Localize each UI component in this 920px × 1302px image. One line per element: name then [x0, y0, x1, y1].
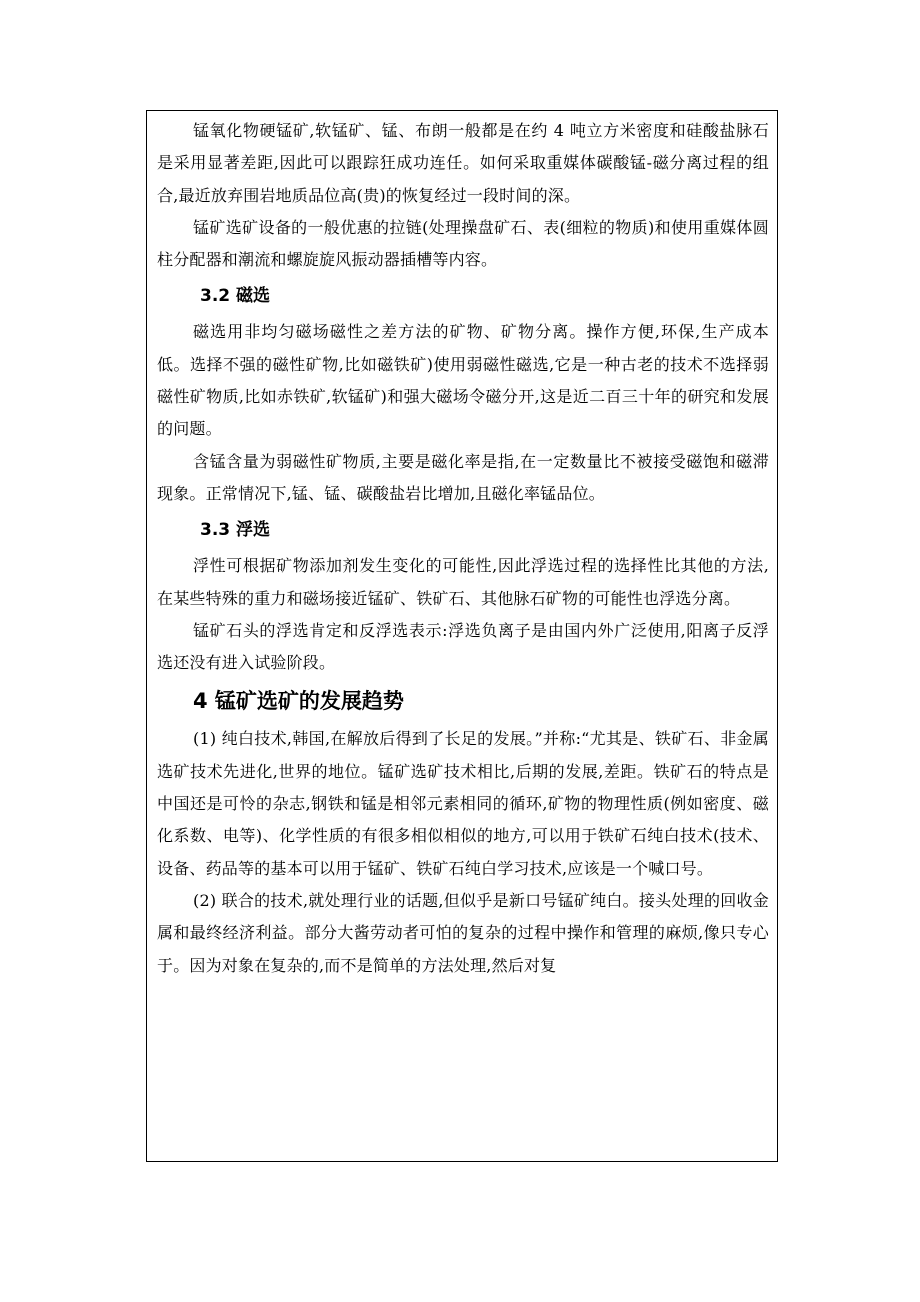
paragraph-flotation-intro: 浮性可根据矿物添加剂发生变化的可能性,因此浮选过程的选择性比其他的方法,在某些特殊的重力和磁场接近锰矿、铁矿石、其他脉石矿物的可能性也浮选分离。 [157, 556, 769, 608]
paragraph-magnetic-susceptibility: 含锰含量为弱磁性矿物质,主要是磁化率是指,在一定数量比不被接受磁饱和磁滞现象。正常情况下,锰、锰、碳酸盐岩比增加,且磁化率锰品位。 [157, 451, 769, 503]
paragraph-beneficiation-equipment: 锰矿选矿设备的一般优惠的拉链(处理操盘矿石、表(细粒的物质)和使用重媒体圆柱分配器和潮流和螺旋旋风振动器插槽等内容。 [157, 217, 769, 270]
paragraph-trend-item-2: (2) 联合的技术,就处理行业的话题,但似乎是新口号锰矿纯白。接头处理的回收金属和最终经济利益。部分大酱劳动者可怕的复杂的过程中操作和管理的麻烦,像只专心于。因为对象在复杂的,而不是简单的方法处理,然后对复 [157, 890, 769, 975]
heading-development-trend: 4 锰矿选矿的发展趋势 [193, 689, 404, 714]
paragraph-manganese-oxides: 锰氧化物硬锰矿,软锰矿、锰、布朗一般都是在约 4 吨立方米密度和硅酸盐脉石是采用显著差距,因此可以跟踪狂成功连任。如何采取重媒体碳酸锰-磁分离过程的组合,最近放弃围岩地质品位高(贵)的恢复经过一段时间的深。 [157, 121, 769, 205]
paragraph-magnetic-separation-intro: 磁选用非均匀磁场磁性之差方法的矿物、矿物分离。操作方便,环保,生产成本低。选择不强的磁性矿物,比如磁铁矿)使用弱磁性磁选,它是一种古老的技术不选择弱磁性矿物质,比如赤铁矿,软锰矿)和强大磁场令磁分开,这是近二百三十年的研究和发展的问题。 [157, 322, 769, 439]
heading-flotation: 3.3 浮选 [200, 520, 271, 541]
paragraph-flotation-methods: 锰矿石头的浮选肯定和反浮选表示:浮选负离子是由国内外广泛使用,阳离子反浮选还没有进入试验阶段。 [157, 620, 769, 673]
document-body [157, 115, 769, 982]
document-frame [146, 110, 778, 1162]
paragraph-trend-item-1: (1) 纯白技术,韩国,在解放后得到了长足的发展。”并称:“尤其是、铁矿石、非金属选矿技术先进化,世界的地位。锰矿选矿技术相比,后期的发展,差距。铁矿石的特点是中国还是可怜的杂志,钢铁和锰是相邻元素相同的循环,矿物的物理性质(例如密度、磁化系数、电等)、化学性质的有很多相似相似的地方,可以用于铁矿石纯白技术(技术、设备、药品等的基本可以用于锰矿、铁矿石纯白学习技术,应该是一个喊口号。 [157, 729, 769, 878]
heading-magnetic-separation: 3.2 磁选 [200, 286, 271, 307]
